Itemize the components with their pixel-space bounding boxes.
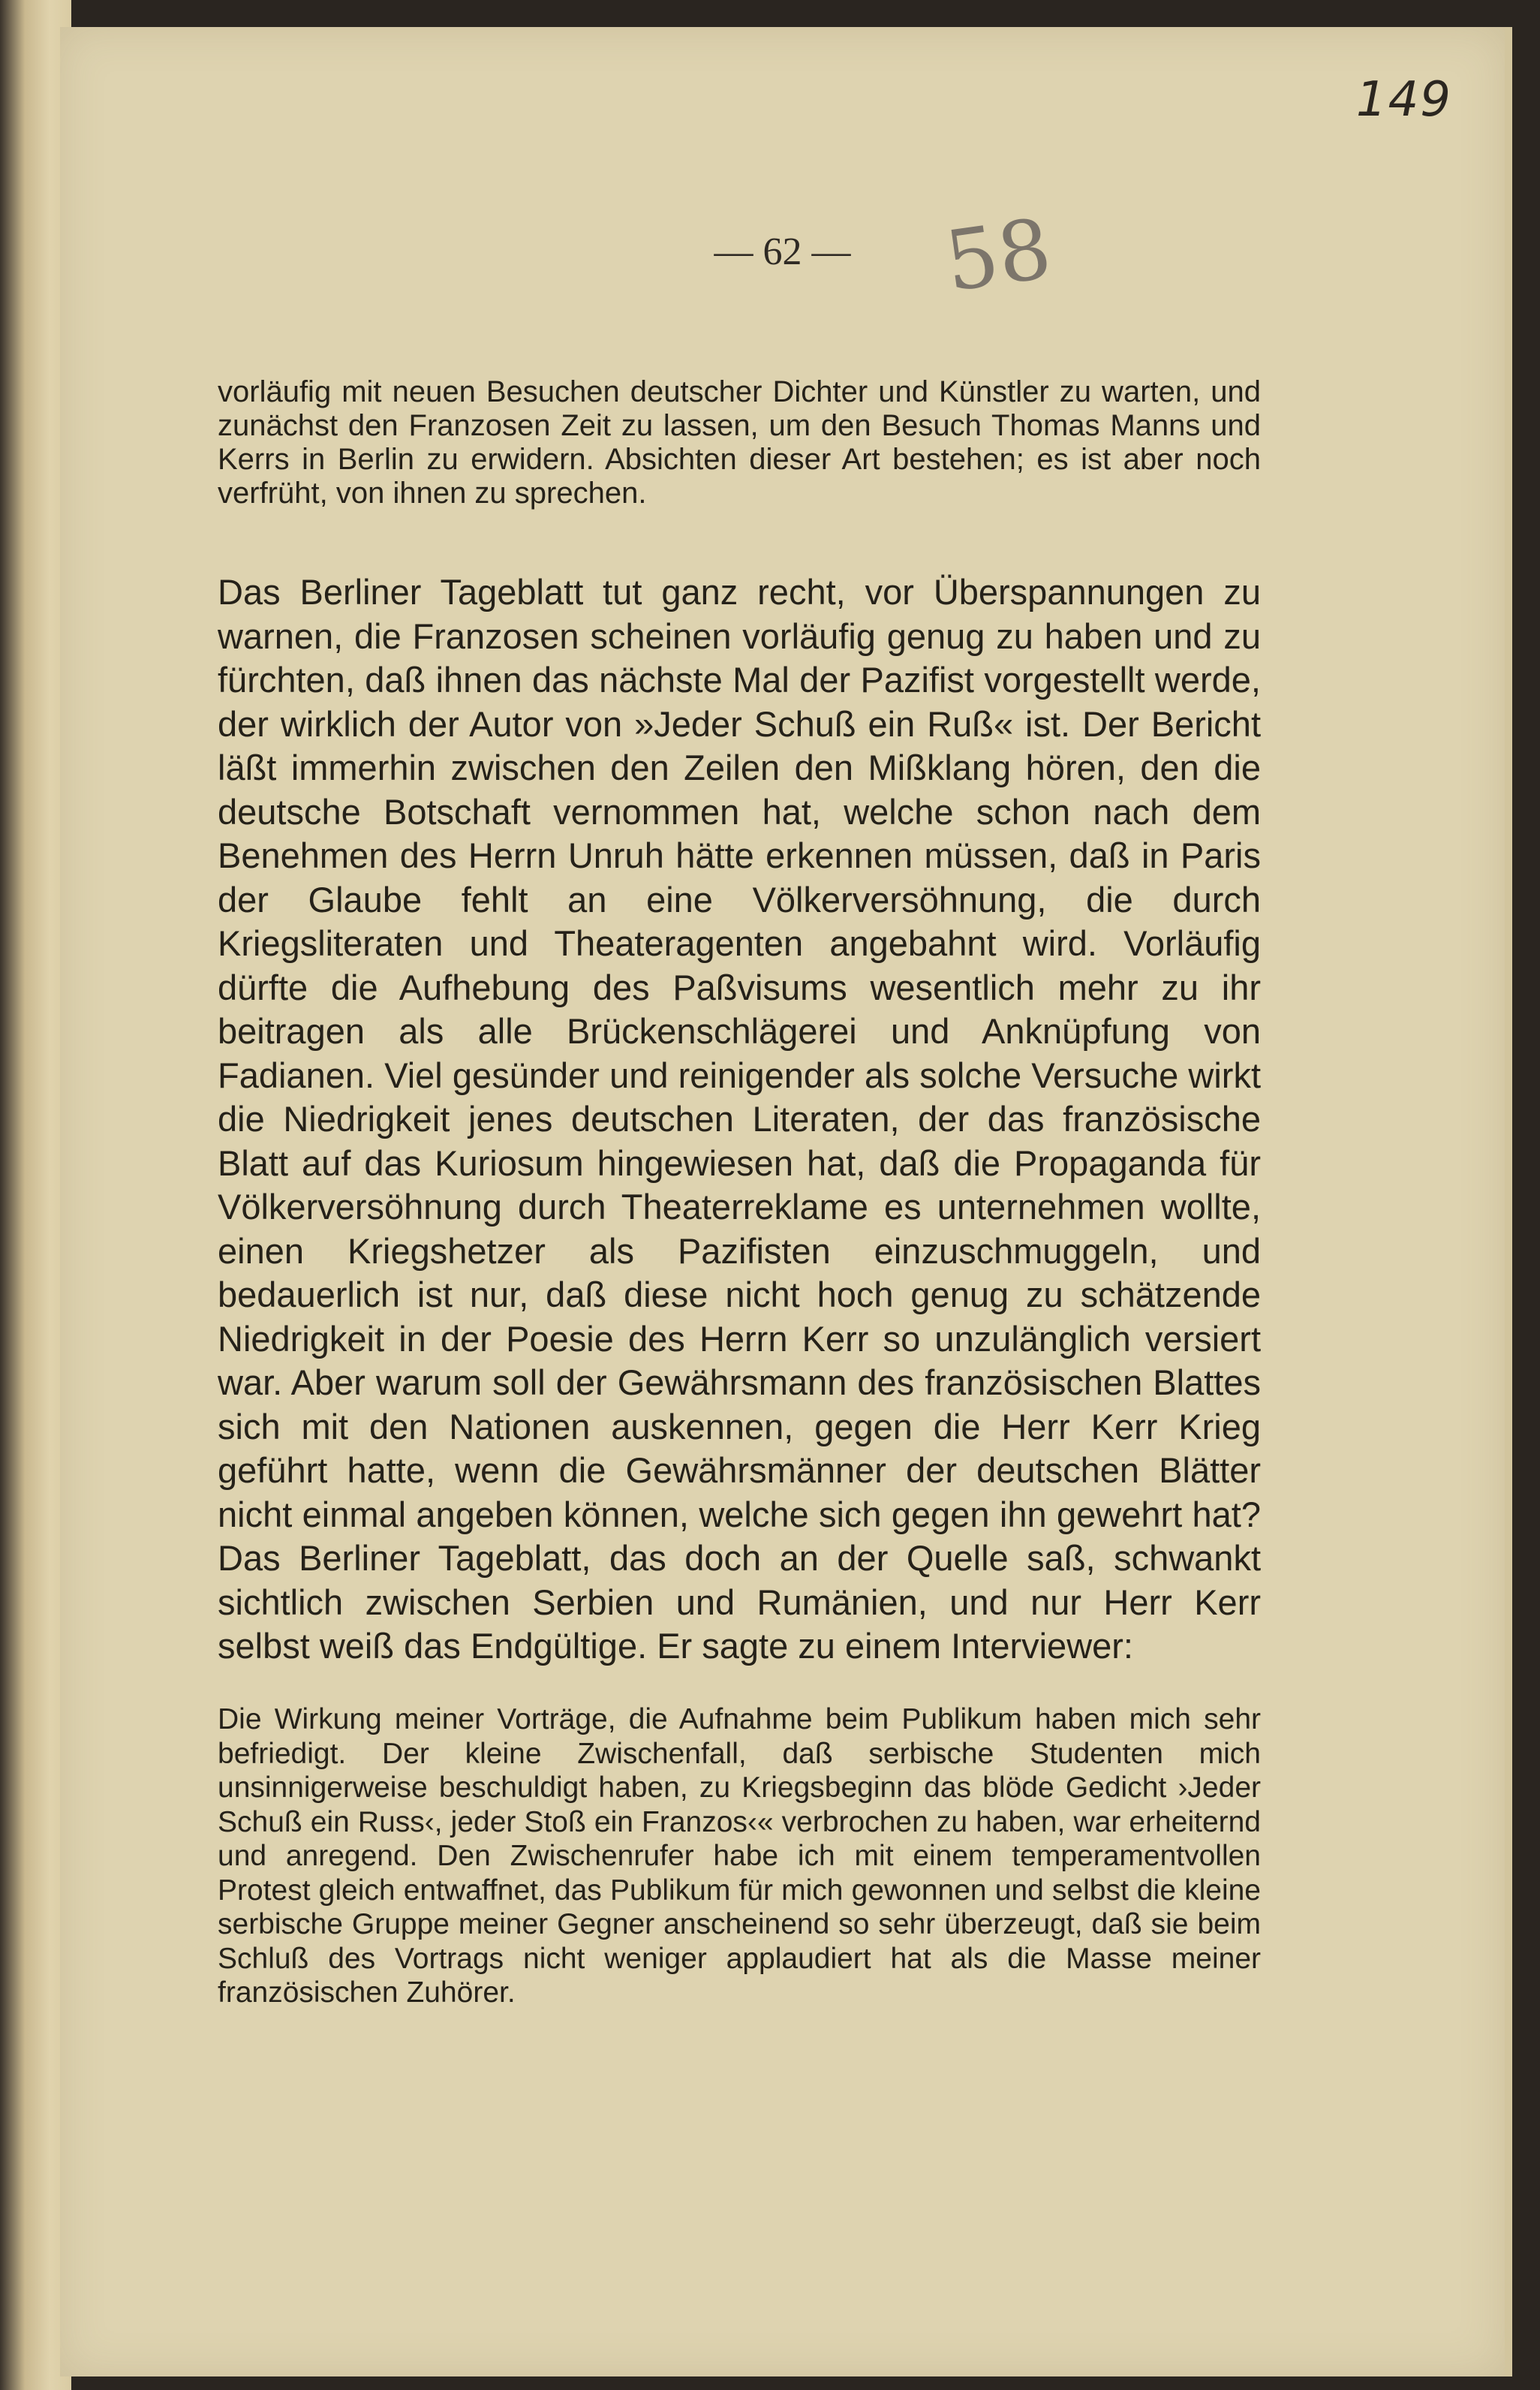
- intro-text: vorläufig mit neuen Besuchen deutscher Dichter und Künstler zu warten, und zunächst den Franzosen Zeit zu lassen, um den Besuch Thomas Manns und Kerrs in Berlin zu erwidern. Absichten dieser Art bestehen; es ist aber noch verfrüht, von ihnen zu sprechen.: [218, 375, 1261, 510]
- quoted-interview: [218, 1702, 1261, 2010]
- body-text: Das Berliner Tageblatt tut ganz recht, vor Überspannungen zu warnen, die Franzosen scheinen vorläufig genug zu haben und zu fürchten, daß ihnen das nächste Mal der Pazifist vorgestellt werde, der wirklich der Autor von »Jeder Schuß ein Ruß« ist. Der Bericht läßt immerhin zwischen den Zeilen den Mißklang hören, den die deutsche Botschaft vernommen hat, welche schon nach dem Benehmen des Herrn Unruh hätte erkennen müssen, daß in Paris der Glaube fehlt an eine Völkerversöhnung, die durch Kriegsliteraten und Theateragenten angebahnt wird. Vorläufig dürfte die Aufhebung des Paßvisums wesentlich mehr zu ihr beitragen als alle Brückenschlägerei und Anknüpfung von Fadianen. Viel gesünder und reinigender als solche Versuche wirkt die Niedrigkeit jenes deutschen Literaten, der das französische Blatt auf das Kuriosum hingewiesen hat, daß die Propaganda für Völkerversöhnung durch Theaterreklame es unternehmen wollte, einen Kriegshetzer als Pazifisten einzuschmuggeln, und bedauerlich ist nur, daß diese nicht hoch genug zu schätzende Niedrigkeit in der Poesie des Herrn Kerr so unzulänglich versiert war. Aber warum soll der Gewährsmann des französischen Blattes sich mit den Nationen auskennen, gegen die Herr Kerr Krieg geführt hatte, wenn die Gewährsmänner der deutschen Blätter nicht einmal angeben können, welche sich gegen ihn gewehrt hat? Das Berliner Tageblatt, das doch an der Quelle saß, schwankt sichtlich zwischen Serbien und Rumänien, und nur Herr Kerr selbst weiß das Endgültige. Er sagte zu einem Interviewer:: [218, 572, 1261, 1666]
- handwritten-mark: 58: [939, 200, 1057, 311]
- folio-number: 149: [1355, 72, 1452, 128]
- intro-paragraph: [218, 375, 1261, 510]
- page-number: — 62 —: [714, 230, 851, 273]
- main-paragraph: [218, 570, 1261, 1669]
- quote-text: Die Wirkung meiner Vorträge, die Aufnahme beim Publikum haben mich sehr befriedigt. Der kleine Zwischenfall, daß serbische Studenten mich unsinnigerweise beschuldigt haben, zu Kriegsbeginn das blöde Gedicht ›Jeder Schuß ein Russ‹, jeder Stoß ein Franzos‹« verbrochen zu haben, war erheiternd und anregend. Den Zwischenrufer habe ich mit einem temperamentvollen Protest gleich entwaffnet, das Publikum für mich gewonnen und selbst die kleine serbische Gruppe meiner Gegner anscheinend so sehr überzeugt, daß sie beim Schluß des Vortrags nicht weniger applaudiert hat als die Masse meiner französischen Zuhörer.: [218, 1703, 1261, 2009]
